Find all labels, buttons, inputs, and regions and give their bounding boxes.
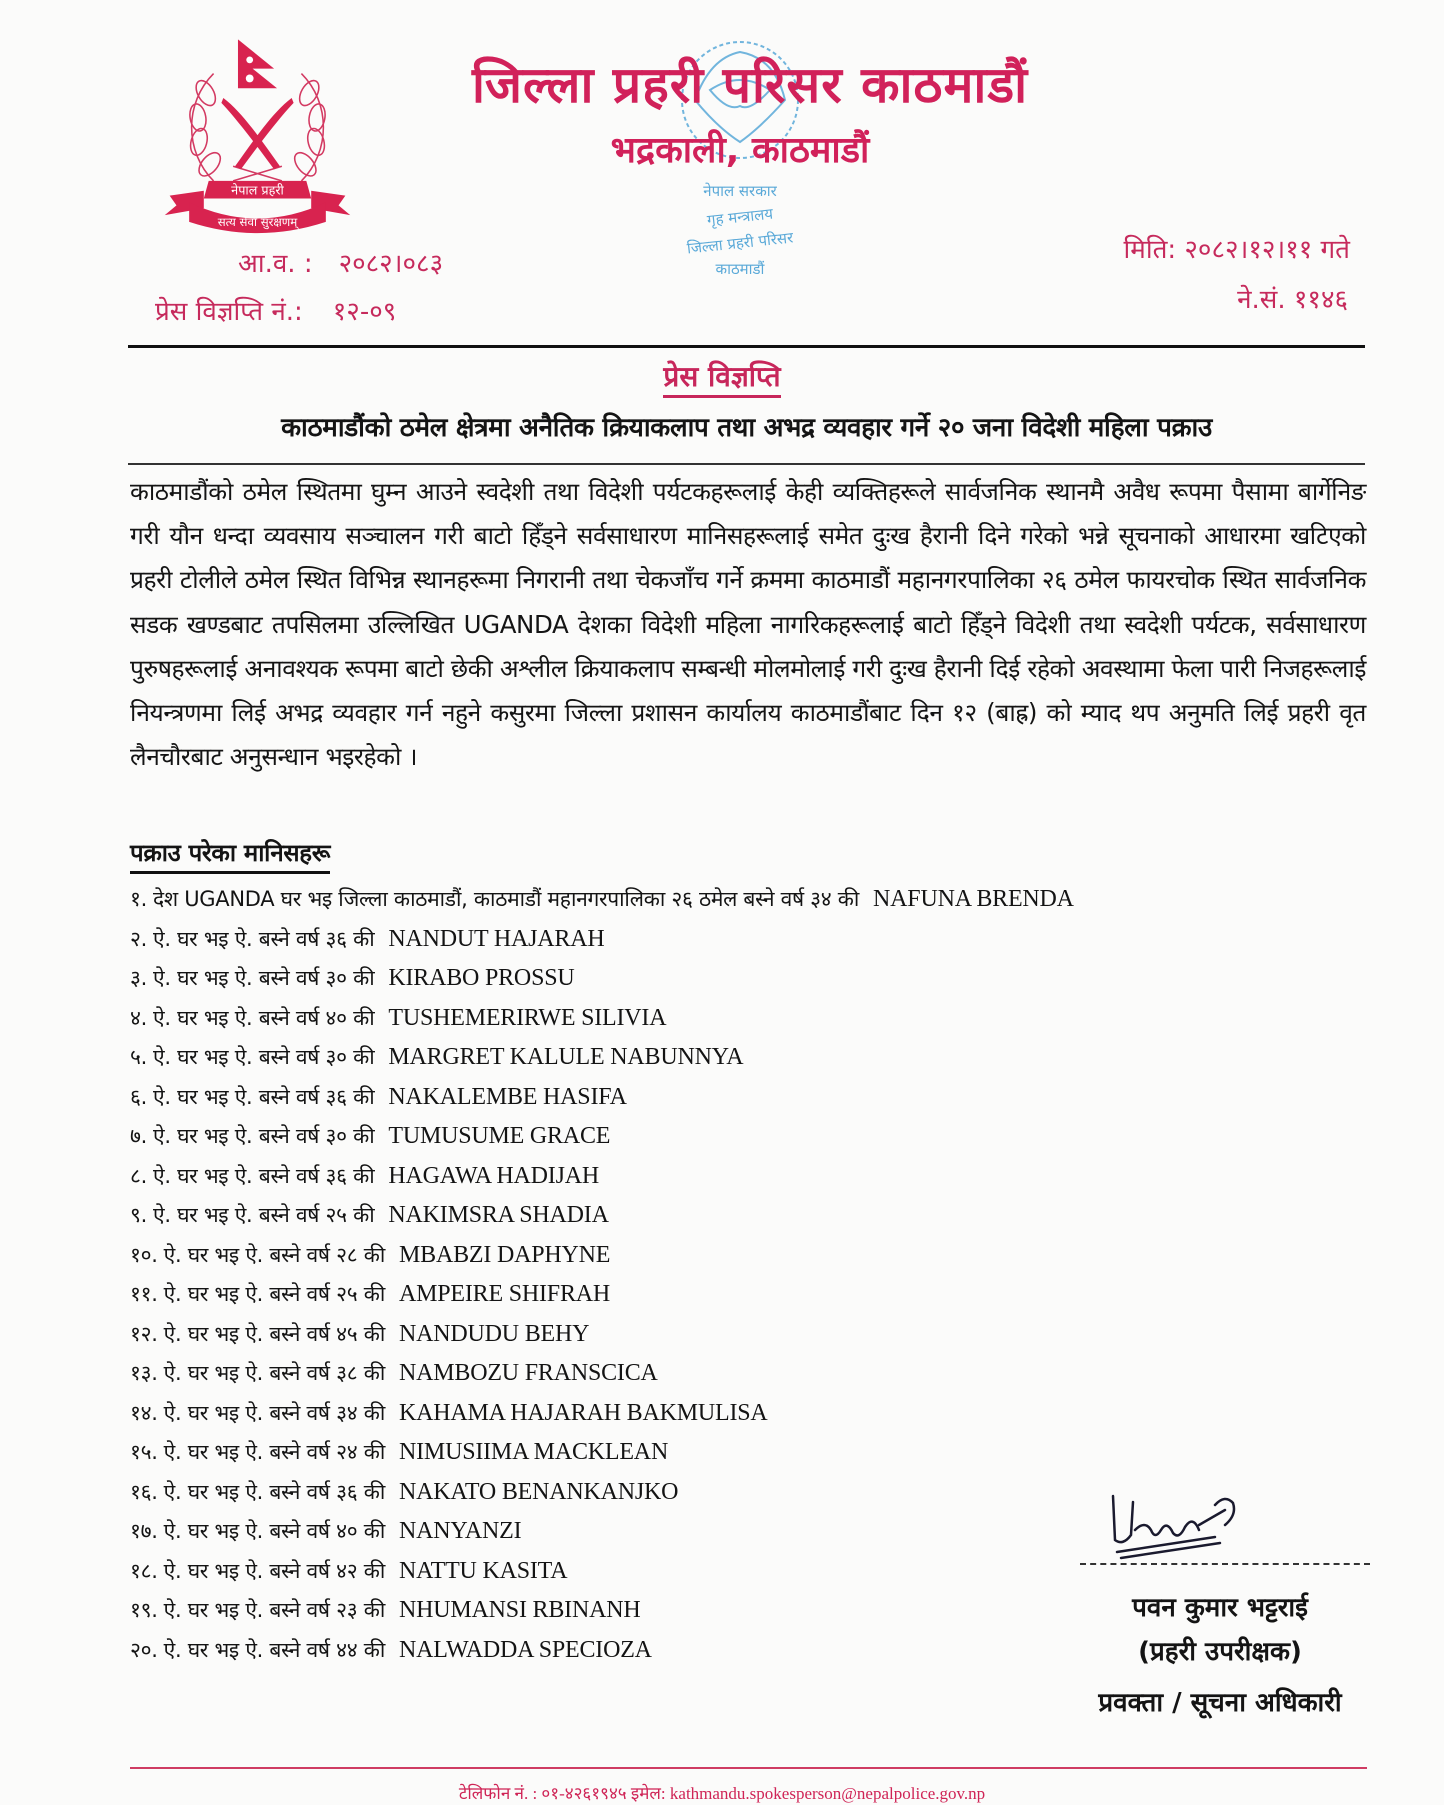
- row-number: १६.: [130, 1479, 158, 1504]
- seal-line: जिल्ला प्रहरी परिसर: [685, 228, 795, 258]
- row-description: ऐ. घर भइ ऐ. बस्ने वर्ष ३४ की: [163, 1400, 385, 1425]
- subheading-divider: [128, 463, 1365, 465]
- arrested-person-row: [130, 1433, 1074, 1473]
- header-divider: [128, 345, 1365, 348]
- row-description: देश UGANDA घर भइ जिल्ला काठमाडौं, काठमाडौं महानगरपालिका २६ ठमेल बस्ने वर्ष ३४ की: [153, 887, 860, 911]
- row-number: १९.: [130, 1598, 158, 1622]
- row-number: १.: [130, 887, 147, 911]
- row-number: १०.: [130, 1242, 158, 1267]
- footer-contact: टेलिफोन नं. : ०१-४२६१९४५ इमेल: kathmandu.spokesperson@nepalpolice.gov.np: [458, 1784, 986, 1803]
- arrested-person-row: [130, 1236, 1074, 1276]
- person-name: NANDUT HAJARAH: [388, 925, 605, 952]
- arrested-person-row: [130, 1315, 1074, 1355]
- signatory-role: प्रवक्ता / सूचना अधिकारी: [1098, 1688, 1342, 1718]
- row-description: ऐ. घर भइ ऐ. बस्ने वर्ष २५ की: [163, 1282, 385, 1306]
- government-seal-text: [640, 178, 840, 286]
- arrested-list-title: पक्राउ परेका मानिसहरू: [130, 836, 330, 874]
- person-name: AMPEIRE SHIFRAH: [399, 1281, 611, 1307]
- arrested-person-row: [130, 880, 1074, 920]
- row-description: ऐ. घर भइ ऐ. बस्ने वर्ष २३ की: [163, 1598, 385, 1622]
- person-name: NAKIMSRA SHADIA: [388, 1202, 609, 1228]
- row-number: २०.: [130, 1637, 158, 1662]
- arrested-person-row: [130, 920, 1074, 960]
- nepal-sambat-year: ने.सं. ११४६: [1237, 285, 1348, 315]
- person-name: NANDUDU BEHY: [399, 1320, 590, 1347]
- svg-text:नेपाल प्रहरी: नेपाल प्रहरी: [231, 182, 284, 198]
- arrested-person-row: [130, 1117, 1074, 1157]
- arrested-person-row: [130, 1394, 1074, 1434]
- person-name: NATTU KASITA: [399, 1557, 568, 1584]
- signatory-rank: (प्रहरी उपरीक्षक): [1138, 1637, 1302, 1667]
- handwritten-signature-icon: [1075, 1490, 1375, 1560]
- row-description: ऐ. घर भइ ऐ. बस्ने वर्ष ४० की: [163, 1519, 385, 1543]
- row-description: ऐ. घर भइ ऐ. बस्ने वर्ष ३० की: [153, 1124, 375, 1148]
- arrested-person-row: [130, 959, 1074, 999]
- row-description: ऐ. घर भइ ऐ. बस्ने वर्ष ३६ की: [153, 926, 375, 951]
- svg-text:सत्य सेवा सुरक्षणम्: सत्य सेवा सुरक्षणम्: [217, 214, 298, 229]
- fiscal-year-label: आ.व. :: [238, 249, 313, 279]
- person-name: TUMUSUME GRACE: [388, 1123, 611, 1149]
- row-number: १२.: [130, 1321, 158, 1346]
- person-name: HAGAWA HADIJAH: [388, 1162, 599, 1189]
- office-name-title: जिल्ला प्रहरी परिसर काठमाडौं: [471, 56, 1029, 114]
- row-number: ८.: [130, 1163, 147, 1188]
- press-release-number-label: प्रेस विज्ञप्ति नं.:: [155, 297, 303, 327]
- footer-divider: [130, 1767, 1367, 1769]
- person-name: NAKALEMBE HASIFA: [388, 1083, 627, 1110]
- signature-line: [1080, 1563, 1370, 1565]
- row-description: ऐ. घर भइ ऐ. बस्ने वर्ष २५ की: [153, 1203, 375, 1227]
- row-description: ऐ. घर भइ ऐ. बस्ने वर्ष ३० की: [153, 1045, 375, 1069]
- arrested-person-row: [130, 1591, 1074, 1631]
- office-location: भद्रकाली, काठमाडौं: [610, 130, 870, 171]
- row-description: ऐ. घर भइ ऐ. बस्ने वर्ष ४५ की: [163, 1321, 385, 1346]
- row-description: ऐ. घर भइ ऐ. बस्ने वर्ष २४ की: [163, 1440, 385, 1464]
- arrested-person-row: [130, 1275, 1074, 1315]
- press-release-number: [155, 294, 396, 330]
- row-number: ६.: [130, 1084, 147, 1109]
- row-description: ऐ. घर भइ ऐ. बस्ने वर्ष ३६ की: [153, 1084, 375, 1109]
- row-description: ऐ. घर भइ ऐ. बस्ने वर्ष ४० की: [153, 1005, 375, 1030]
- row-number: ४.: [130, 1005, 147, 1030]
- row-description: ऐ. घर भइ ऐ. बस्ने वर्ष ३८ की: [163, 1361, 385, 1385]
- arrested-person-row: [130, 1078, 1074, 1118]
- person-name: NAFUNA BRENDA: [873, 886, 1074, 912]
- row-number: ९.: [130, 1203, 147, 1227]
- row-number: २.: [130, 926, 147, 951]
- press-release-number-value: १२-०९: [332, 297, 397, 327]
- row-description: ऐ. घर भइ ऐ. बस्ने वर्ष २८ की: [163, 1242, 385, 1267]
- row-number: ३.: [130, 966, 147, 990]
- person-name: MARGRET KALULE NABUNNYA: [388, 1044, 744, 1070]
- row-number: १७.: [130, 1519, 158, 1543]
- arrested-person-row: [130, 1552, 1074, 1592]
- arrested-person-row: [130, 1512, 1074, 1552]
- fiscal-year-value: २०८२।०८३: [338, 249, 444, 279]
- person-name: MBABZI DAPHYNE: [399, 1241, 611, 1268]
- arrested-person-row: [130, 1196, 1074, 1236]
- person-name: NHUMANSI RBINANH: [399, 1597, 641, 1623]
- person-name: NALWADDA SPECIOZA: [399, 1636, 652, 1663]
- arrested-person-row: [130, 1473, 1074, 1513]
- row-number: १४.: [130, 1400, 158, 1425]
- row-description: ऐ. घर भइ ऐ. बस्ने वर्ष ४४ की: [163, 1637, 385, 1662]
- fiscal-year: [238, 246, 443, 282]
- person-name: NAMBOZU FRANSCICA: [399, 1360, 658, 1386]
- arrested-person-row: [130, 1038, 1074, 1078]
- row-number: ७.: [130, 1124, 147, 1148]
- person-name: NAKATO BENANKANJKO: [399, 1478, 679, 1505]
- row-number: १८.: [130, 1558, 158, 1583]
- row-description: ऐ. घर भइ ऐ. बस्ने वर्ष ३६ की: [153, 1163, 375, 1188]
- row-number: ५.: [130, 1045, 147, 1069]
- seal-line: गृह मन्त्रालय: [706, 204, 774, 230]
- row-number: १३.: [130, 1361, 158, 1385]
- release-date: मिति: २०८२।१२।११ गते: [1123, 235, 1350, 265]
- row-number: ११.: [130, 1282, 158, 1306]
- document-subheading: काठमाडौंको ठमेल क्षेत्रमा अनैतिक क्रियाकलाप तथा अभद्र व्यवहार गर्ने २० जना विदेशी महिला पक्राउ: [281, 413, 1212, 443]
- person-name: TUSHEMERIRWE SILIVIA: [388, 1004, 667, 1031]
- person-name: KAHAMA HAJARAH BAKMULISA: [399, 1399, 768, 1426]
- arrested-person-row: [130, 1631, 1074, 1671]
- person-name: KIRABO PROSSU: [388, 965, 575, 991]
- person-name: NIMUSIIMA MACKLEAN: [399, 1439, 669, 1465]
- signatory-name: पवन कुमार भट्टराई: [1132, 1593, 1308, 1623]
- row-description: ऐ. घर भइ ऐ. बस्ने वर्ष ४२ की: [163, 1558, 385, 1583]
- row-description: ऐ. घर भइ ऐ. बस्ने वर्ष ३० की: [153, 966, 375, 990]
- arrested-person-row: [130, 999, 1074, 1039]
- seal-line: नेपाल सरकार: [703, 182, 777, 200]
- arrested-person-row: [130, 1354, 1074, 1394]
- seal-line: काठमाडौं: [715, 260, 765, 278]
- row-description: ऐ. घर भइ ऐ. बस्ने वर्ष ३६ की: [163, 1479, 385, 1504]
- nepal-police-logo-icon: [155, 32, 360, 242]
- person-name: NANYANZI: [399, 1518, 522, 1544]
- heading-text: प्रेस विज्ञप्ति: [663, 360, 780, 398]
- arrested-persons-list: [130, 880, 1074, 1670]
- body-paragraph: काठमाडौंको ठमेल स्थितमा घुम्न आउने स्वदेशी तथा विदेशी पर्यटकहरूलाई केही व्यक्तिहरूले सार्वजनिक स्थानमै अवैध रूपमा पैसामा बार्गेनिङ गरी यौन धन्दा व्यवसाय सञ्चालन गरी बाटो हिँड्ने सर्वसाधारण मानिसहरूलाई समेत दुःख हैरानी दिने गरेको भन्ने सूचनाको आधारमा खटिएको प्रहरी टोलीले ठमेल स्थित विभिन्न स्थानहरूमा निगरानी तथा चेकजाँच गर्ने क्रममा काठमाडौं महानगरपालिका २६ ठमेल फायरचोक स्थित सार्वजनिक सडक खण्डबाट तपसिलमा उल्लिखित UGANDA देशका विदेशी महिला नागरिकहरूलाई बाटो हिँड्ने विदेशी तथा स्वदेशी पर्यटक, सर्वसाधारण पुरुषहरूलाई अनावश्यक रूपमा बाटो छेकी अश्लील क्रियाकलाप सम्बन्धी मोलमोलाई गरी दुःख हैरानी दिई रहेको अवस्थामा फेला पारी निजहरूलाई नियन्त्रणमा लिई अभद्र व्यवहार गर्न नहुने कसुरमा जिल्ला प्रशासन कार्यालय काठमाडौंबाट दिन १२ (बाह्र) को म्याद थप अनुमति लिई प्रहरी वृत लैनचौरबाट अनुसन्धान भइरहेको ।: [130, 477, 1366, 772]
- document-heading: [0, 357, 1444, 395]
- row-number: १५.: [130, 1440, 158, 1464]
- arrested-person-row: [130, 1157, 1074, 1197]
